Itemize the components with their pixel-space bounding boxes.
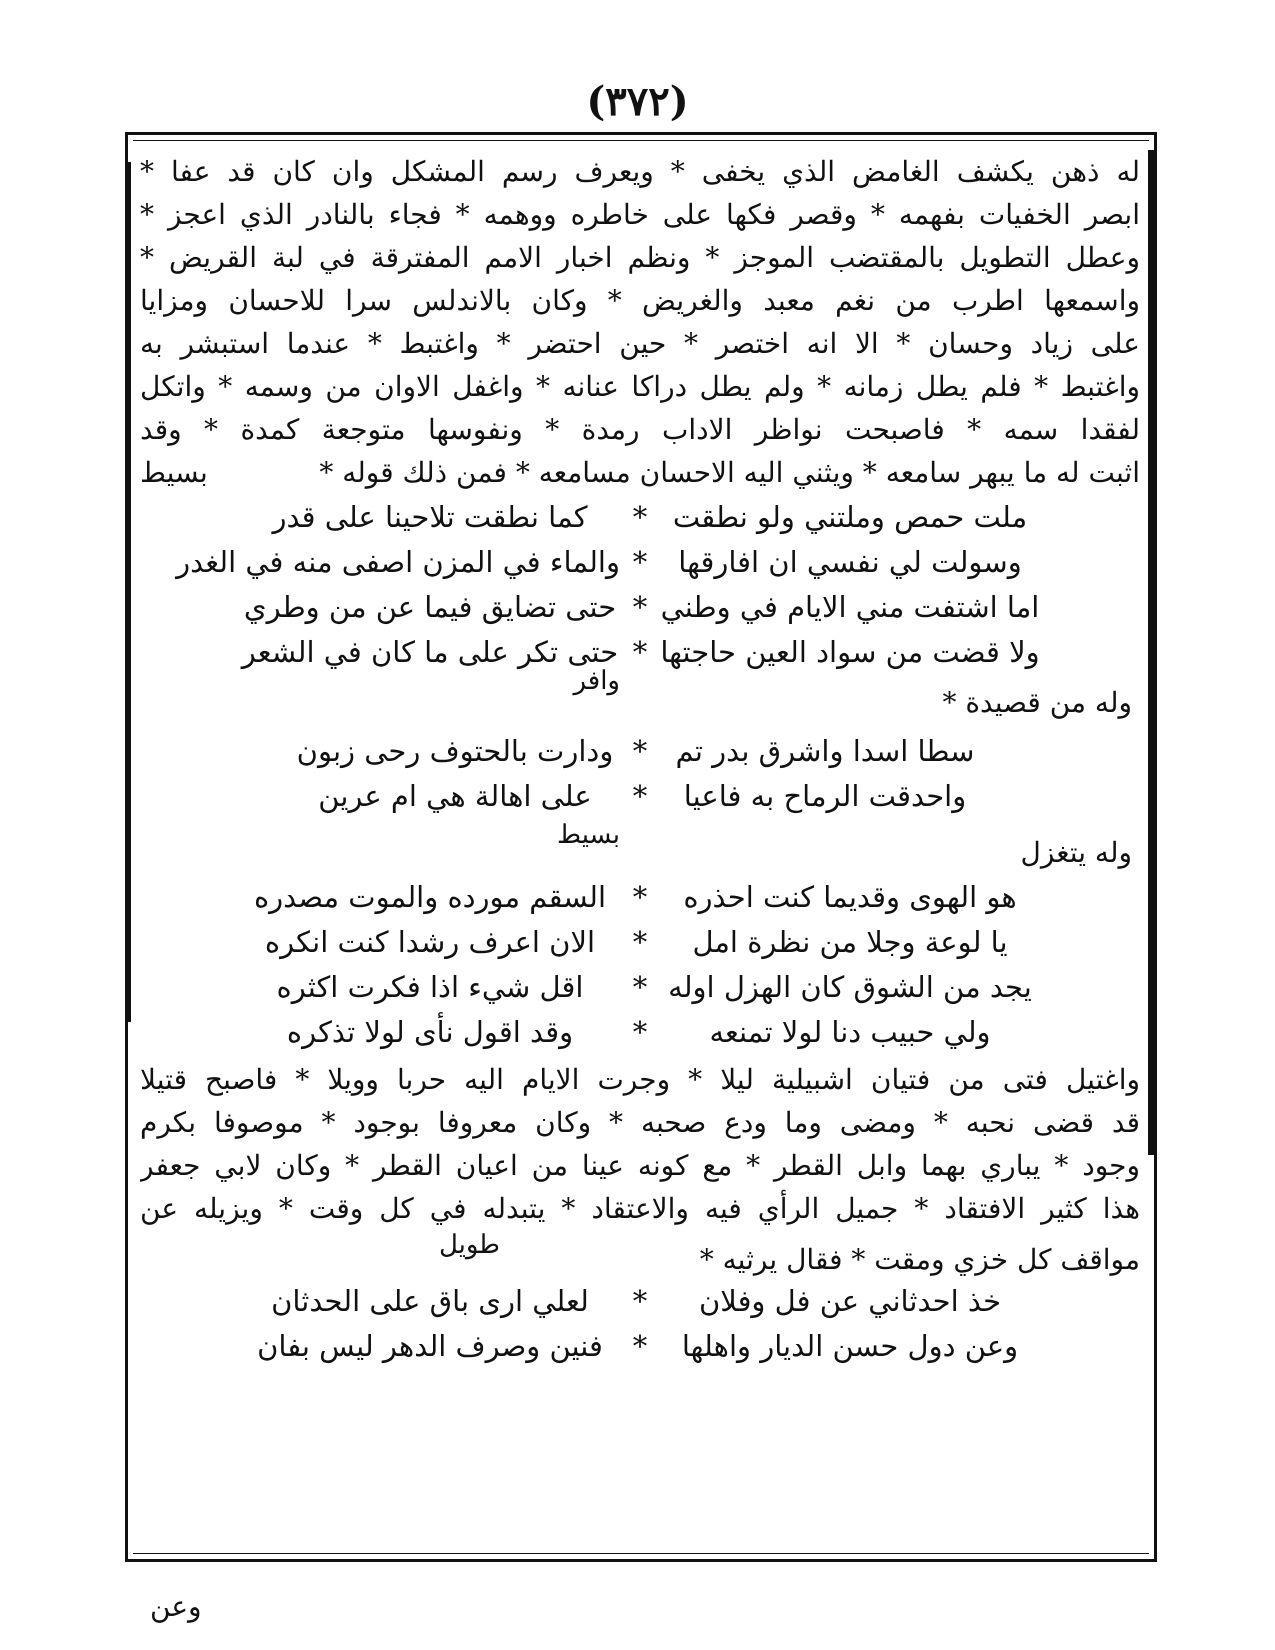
hemistich-first: وسولت لي نفسي ان افارقها (678, 544, 1022, 579)
catchword: وعن (150, 1590, 202, 1623)
verse-separator: * (632, 634, 648, 669)
hemistich-second: وقد اقول نأى لولا تذكره (286, 1014, 574, 1049)
hemistich-second: فنين وصرف الدهر ليس بفان (257, 1328, 603, 1363)
hemistich-first: ملت حمص وملتني ولو نطقت (672, 499, 1028, 534)
page-number: (٣٧٢) (586, 78, 689, 125)
prose-line: وعطل التطويل بالمقتضب الموجز * ونظم اخبار الامم المفترقة في لبة القريض * (140, 241, 1140, 274)
verse-separator: * (632, 733, 648, 768)
prose-line-with-meter (140, 451, 1140, 494)
hemistich-first: يا لوعة وجلا من نظرة امل (692, 924, 1008, 959)
verse-separator: * (632, 969, 648, 1004)
verse-separator: * (632, 1014, 648, 1049)
hemistich-second: حتى تضايق فيما عن من وطري (243, 589, 617, 624)
verse-separator: * (632, 924, 648, 959)
hemistich-second: الان اعرف رشدا كنت انكره (264, 924, 596, 959)
prose-line: قد قضى نحبه * ومضى وما ودع صحبه * وكان معروفا بوجود * موصوفا بكرم (140, 1106, 1140, 1139)
prose-line: له ذهن يكشف الغامض الذي يخفى * ويعرف رسم المشكل وان كان قد عفا * (140, 155, 1140, 188)
verse (140, 874, 1140, 919)
hemistich-first: واحدقت الرماح به فاعيا (683, 778, 967, 813)
hemistich-second: كما نطقت تلاحينا على قدر (272, 499, 588, 534)
verse (140, 629, 1140, 674)
frame-rule-right (1148, 150, 1156, 1155)
paragraph-2 (140, 1058, 1140, 1278)
prose-line: واسمعها اطرب من نغم معبد والغريض * وكان بالاندلس سرا للاحسان ومزايا (140, 284, 1140, 317)
prose-line: واغتيل فتى من فتيان اشبيلية ليلا * وجرت الايام اليه حربا وويلا * فاصبح قتيلا (140, 1063, 1140, 1096)
verse-separator: * (632, 1283, 648, 1318)
verse (140, 1323, 1140, 1368)
poem-intro: وله يتغزل (1020, 836, 1132, 869)
verse (140, 584, 1140, 629)
hemistich-second: والماء في المزن اصفى منه في الغدر (176, 544, 620, 579)
verse (140, 1278, 1140, 1323)
poem-2-intro (140, 666, 1140, 728)
hemistich-first: ولي حبيب دنا لولا تمنعه (709, 1014, 991, 1049)
verse (140, 773, 1140, 818)
hemistich-second: حتى تكر على ما كان في الشعر (241, 634, 619, 669)
prose-line: على زياد وحسان * الا انه اختصر * حين احتضر * واغتبط * عندما استبشر به (140, 327, 1140, 360)
poem-3-intro (140, 818, 1140, 874)
prose-line: لفقدا سمه * فاصبحت نواظر الاداب رمدة * ونفوسها متوجعة كمدة * وقد (140, 413, 1140, 446)
hemistich-second: لعلي ارى باق على الحدثان (271, 1283, 589, 1318)
verse (140, 964, 1140, 1009)
meter-label: بسيط (557, 820, 620, 850)
prose-line: وجود * يباري بهما وابل القطر * مع كونه عينا من اعيان القطر * وكان لابي جعفر (140, 1149, 1140, 1182)
poem-3 (140, 874, 1140, 1054)
poem-1 (140, 494, 1140, 674)
prose-line-with-meter (140, 1230, 1140, 1278)
hemistich-first: خذ احدثاني عن فل وفلان (698, 1283, 1002, 1318)
verse-separator: * (632, 778, 648, 813)
verse-separator: * (632, 1328, 648, 1363)
hemistich-second: اقل شيء اذا فكرت اكثره (276, 969, 584, 1004)
verse-separator: * (632, 499, 648, 534)
meter-label: بسيط (140, 456, 208, 489)
hemistich-second: على اهالة هي ام عرين (318, 778, 592, 813)
prose-line: هذا كثير الافتقاد * جميل الرأي فيه والاعتقاد * يتبدله في كل وقت * ويزيله عن (140, 1192, 1140, 1225)
verse (140, 494, 1140, 539)
paragraph-1 (140, 150, 1140, 494)
hemistich-second: ودارت بالحتوف رحى زبون (296, 733, 614, 768)
hemistich-first: هو الهوى وقديما كنت احذره (683, 879, 1017, 914)
page-body (140, 150, 1140, 1368)
poem-intro: وله من قصيدة * (942, 686, 1132, 719)
prose-text: مواقف كل خزي ومقت * فقال يرثيه * (699, 1243, 1140, 1276)
verse (140, 1009, 1140, 1054)
hemistich-first: يجد من الشوق كان الهزل اوله (668, 969, 1032, 1004)
hemistich-first: سطا اسدا واشرق بدر تم (675, 733, 975, 768)
verse-separator: * (632, 879, 648, 914)
verse (140, 728, 1140, 773)
verse-separator: * (632, 589, 648, 624)
prose-line: ابصر الخفيات بفهمه * وقصر فكها على خاطره ووهمه * فجاء بالنادر الذي اعجز * (140, 198, 1140, 231)
prose-line: واغتبط * فلم يطل زمانه * ولم يطل دراكا عنانه * واغفل الاوان من وسمه * واتكل (140, 370, 1140, 403)
frame-rule-left (125, 162, 131, 1022)
verse (140, 919, 1140, 964)
prose-text: اثبت له ما يبهر سامعه * ويثني اليه الاحسان مسامعه * فمن ذلك قوله * (319, 456, 1140, 489)
hemistich-second: السقم مورده والموت مصدره (253, 879, 607, 914)
poem-2 (140, 728, 1140, 818)
meter-label: طويل (438, 1230, 500, 1260)
poem-4 (140, 1278, 1140, 1368)
hemistich-first: وعن دول حسن الديار واهلها (681, 1328, 1019, 1363)
hemistich-first: اما اشتفت مني الايام في وطني (660, 589, 1040, 624)
hemistich-first: ولا قضت من سواد العين حاجتها (660, 634, 1040, 669)
verse-separator: * (632, 544, 648, 579)
meter-label: وافر (573, 666, 620, 696)
verse (140, 539, 1140, 584)
